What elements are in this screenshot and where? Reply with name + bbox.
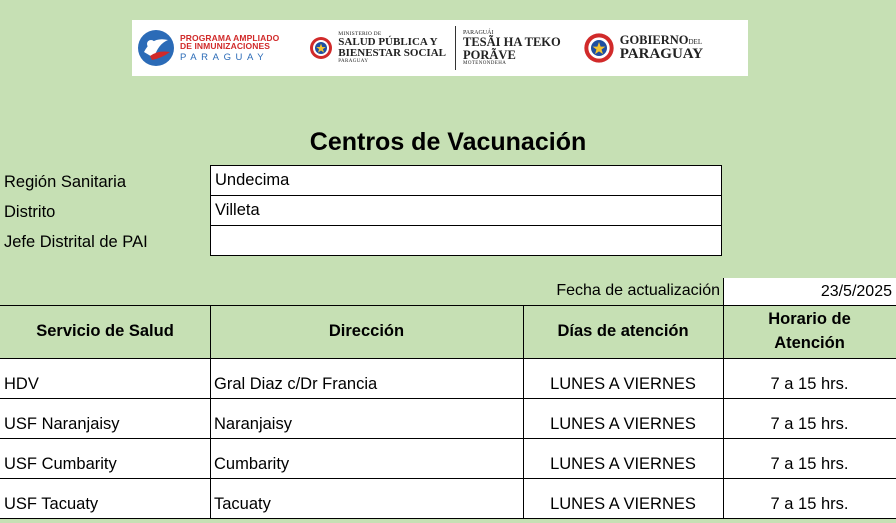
header-horario[interactable]: Horario de Atención [723, 305, 896, 358]
gobierno-logo [583, 20, 703, 76]
gobierno-del: DEL [688, 38, 703, 47]
cell-servicio[interactable]: USF Cumbarity [0, 439, 210, 478]
column-border [523, 305, 524, 518]
national-seal-icon [309, 36, 333, 60]
page-title: Centros de Vacunación [309, 128, 587, 156]
ministerio-logo [309, 20, 560, 76]
pai-line3: PARAGUAY [180, 51, 269, 63]
row-border [0, 358, 896, 359]
gobierno-seal-icon [583, 32, 615, 64]
cell-dias[interactable]: LUNES A VIERNES [523, 359, 723, 398]
fecha-label: Fecha de actualización [556, 282, 720, 299]
ministerio-line4: PARAGUAY [338, 59, 369, 65]
cell-direccion[interactable]: Gral Diaz c/Dr Francia [210, 359, 523, 398]
ministerio-line2: SALUD PÚBLICA Y [338, 36, 438, 49]
pai-line2: DE INMUNIZACIONES [180, 41, 271, 52]
jefe-label: Jefe Distrital de PAI [4, 233, 148, 251]
cell-horario[interactable]: 7 a 15 hrs. [723, 439, 896, 478]
cell-servicio[interactable]: USF Naranjaisy [0, 399, 210, 438]
cell-dias[interactable]: LUNES A VIERNES [523, 439, 723, 478]
gobierno-line1: GOBIERNO [619, 33, 689, 48]
tesai-line2: TESÃI HA TEKO [463, 35, 561, 49]
cell-direccion[interactable]: Tacuaty [210, 479, 523, 518]
cell-dias[interactable]: LUNES A VIERNES [523, 399, 723, 438]
cell-horario[interactable]: 7 a 15 hrs. [723, 479, 896, 518]
header-dias[interactable]: Días de atención [523, 305, 723, 358]
cell-direccion[interactable]: Cumbarity [210, 439, 523, 478]
ministerio-line3: BIENESTAR SOCIAL [338, 47, 446, 60]
column-border [723, 305, 724, 518]
row-border [0, 518, 896, 519]
header-servicio[interactable]: Servicio de Salud [0, 305, 210, 358]
institutional-logo-banner [132, 20, 748, 76]
row-border [0, 478, 896, 479]
pai-logo [132, 20, 279, 76]
cell-horario[interactable]: 7 a 15 hrs. [723, 399, 896, 438]
cell-horario[interactable]: 7 a 15 hrs. [723, 359, 896, 398]
tesai-line4: MOTENONDEHA [463, 61, 507, 66]
fecha-value[interactable]: 23/5/2025 [723, 278, 896, 306]
distrito-label: Distrito [4, 203, 56, 221]
cell-servicio[interactable]: USF Tacuaty [0, 479, 210, 518]
logo-separator [455, 26, 456, 70]
column-border [210, 305, 211, 518]
distrito-field[interactable]: Villeta [210, 195, 722, 226]
region-field[interactable]: Undecima [210, 165, 722, 196]
tesai-line3: PORÃVE [463, 47, 516, 62]
tesai-line1: PARAGUÁI [463, 30, 494, 36]
jefe-field[interactable] [210, 225, 722, 256]
pai-line1: PROGRAMA AMPLIADO [180, 32, 280, 43]
ministerio-line1: MINISTERIO DE [338, 30, 382, 37]
cell-dias[interactable]: LUNES A VIERNES [523, 479, 723, 518]
header-direccion[interactable]: Dirección [210, 305, 523, 358]
region-label: Región Sanitaria [4, 173, 126, 191]
row-border [0, 398, 896, 399]
cell-direccion[interactable]: Naranjaisy [210, 399, 523, 438]
row-border [0, 305, 896, 306]
row-border [0, 438, 896, 439]
pai-emblem-icon [136, 28, 176, 68]
gobierno-line2: PARAGUAY [619, 45, 704, 62]
cell-servicio[interactable]: HDV [0, 359, 210, 398]
